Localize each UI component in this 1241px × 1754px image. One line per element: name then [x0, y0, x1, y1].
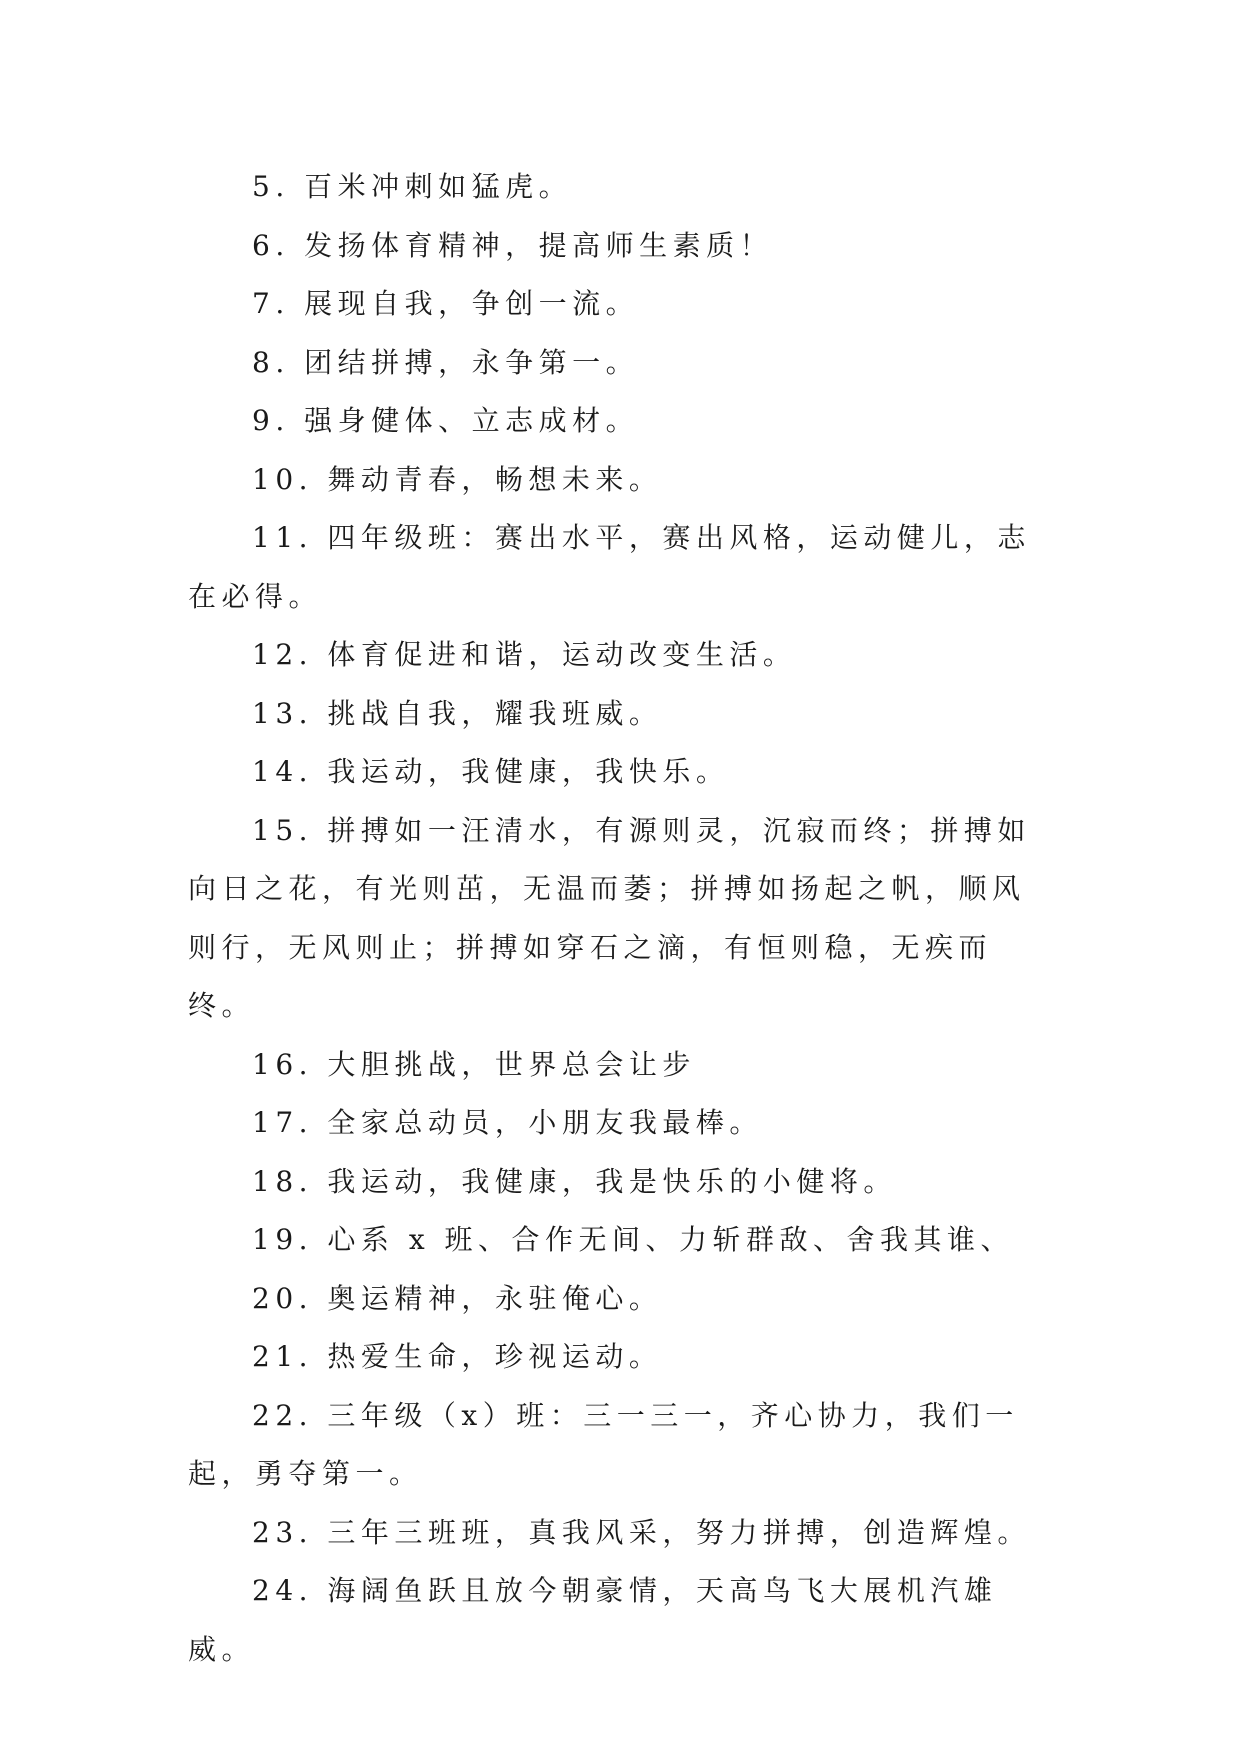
paragraph: 23. 三年三班班，真我风采，努力拼搏，创造辉煌。 — [252, 1515, 1031, 1549]
paragraph: 7. 展现自我，争创一流。 — [252, 287, 640, 320]
paragraph: 13. 挑战自我，耀我班威。 — [252, 696, 663, 730]
paragraph: 22. 三年级（x）班：三一三一，齐心协力，我们一起，勇夺第一。 — [188, 1398, 1019, 1490]
paragraph: 11. 四年级班：赛出水平，赛出风格，运动健儿，志在必得。 — [188, 521, 1031, 613]
paragraph: 14. 我运动，我健康，我快乐。 — [252, 755, 730, 788]
paragraph: 18. 我运动，我健康，我是快乐的小健将。 — [252, 1164, 897, 1198]
paragraph: 12. 体育促进和谐，运动改变生活。 — [252, 638, 797, 671]
paragraph: 9. 强身健体、立志成材。 — [252, 404, 640, 437]
paragraph: 24. 海阔鱼跃且放今朝豪情，天高鸟飞大展机汽雄威。 — [188, 1574, 998, 1666]
paragraph: 17. 全家总动员，小朋友我最棒。 — [252, 1106, 763, 1139]
paragraph: 5. 百米冲刺如猛虎。 — [252, 170, 573, 203]
paragraph: 21. 热爱生命，珍视运动。 — [252, 1340, 663, 1373]
paragraph: 10. 舞动青春，畅想未来。 — [252, 462, 663, 496]
paragraph: 8. 团结拼搏，永争第一。 — [252, 345, 640, 379]
paragraph: 15. 拼搏如一汪清水，有源则灵，沉寂而终；拼搏如向日之花，有光则茁，无温而萎；拼搏如扬起之帆，顺风则行，无风则止；拼搏如穿石之滴，有恒则稳，无疾而终。 — [188, 813, 1031, 1022]
paragraph: 16. 大胆挑战，世界总会让步 — [252, 1047, 696, 1081]
paragraph: 20. 奥运精神，永驻俺心。 — [252, 1281, 663, 1315]
document-body — [188, 158, 1050, 1679]
paragraph: 6. 发扬体育精神，提高师生素质！ — [252, 228, 774, 262]
paragraph: 19. 心系 x 班、合作无间、力斩群敌、舍我其谁、 — [252, 1223, 1015, 1256]
